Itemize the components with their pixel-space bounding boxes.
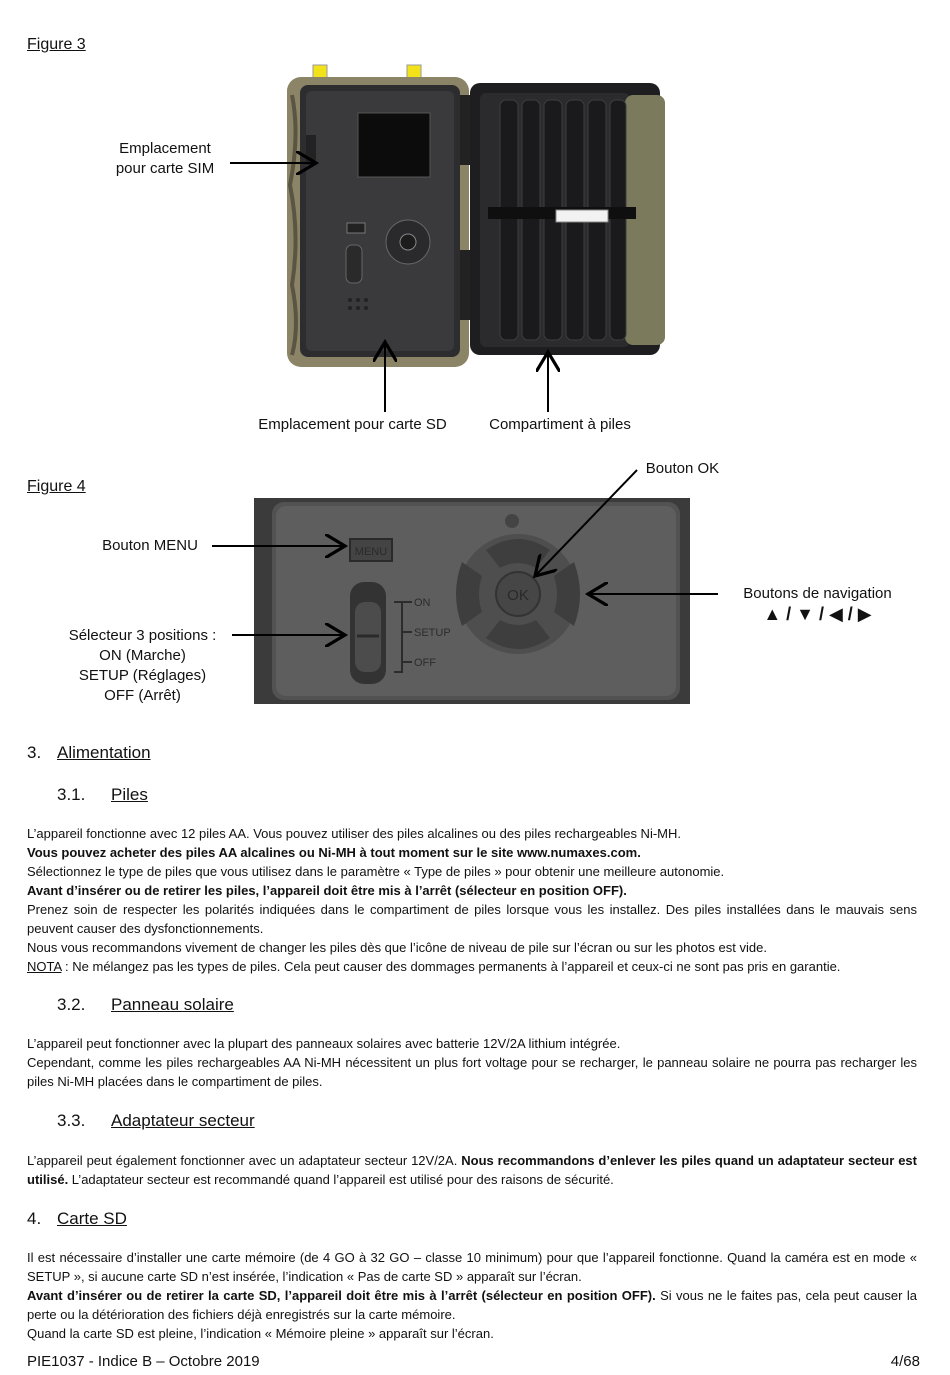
sim-slot-label-line1: Emplacement	[119, 140, 211, 157]
selector-label-line2: ON (Marche)	[99, 647, 186, 664]
panel-on-text: ON	[414, 597, 431, 609]
panel-setup-text: SETUP	[414, 627, 451, 639]
section33-body	[27, 1151, 917, 1189]
paragraph: Vous pouvez acheter des piles AA alcalines ou Ni-MH à tout moment sur le site www.numaxes.com.	[27, 845, 641, 860]
paragraph: L’appareil fonctionne avec 12 piles AA. Vous pouvez utiliser des piles alcalines ou des piles rechargeables Ni-MH.	[27, 826, 681, 841]
footer-left: PIE1037 - Indice B – Octobre 2019	[27, 1353, 260, 1370]
figure3-arrows	[0, 0, 950, 440]
paragraph: Avant d’insérer ou de retirer la carte SD, l’appareil doit être mis à l’arrêt (sélecteur en position OFF). Si vous ne le faites pas, cela peut causer la perte ou la détérioration des fichiers déjà enregistrés sur la carte mémoire.	[27, 1288, 917, 1322]
paragraph: Quand la carte SD est pleine, l’indication « Mémoire pleine » apparaît sur l’écran.	[27, 1326, 494, 1341]
nav-symbols: ▲ / ▼ / ◀ / ▶	[763, 604, 872, 624]
figure4-arrows	[0, 440, 950, 720]
paragraph: L’appareil peut fonctionner avec la plupart des panneaux solaires avec batterie 12V/2A lithium intégrée.	[27, 1036, 621, 1051]
selector-label-line4: OFF (Arrêt)	[104, 687, 181, 704]
section33-heading	[57, 1111, 255, 1131]
paragraph: Sélectionnez le type de piles que vous utilisez dans le paramètre « Type de piles » pour obtenir une meilleure autonomie.	[27, 864, 725, 879]
section32-heading	[57, 995, 234, 1015]
figure3-title: Figure 3	[27, 36, 86, 53]
sd-slot-label: Emplacement pour carte SD	[258, 416, 447, 433]
nota-paragraph	[27, 957, 917, 976]
paragraph: Nous vous recommandons vivement de changer les piles dès que l’icône de niveau de pile sur l’écran ou sur les photos est vide.	[27, 940, 767, 955]
selector-label-line3: SETUP (Réglages)	[78, 667, 207, 684]
section4-heading	[27, 1209, 127, 1229]
figure4-title: Figure 4	[27, 478, 86, 495]
section32-title: Panneau solaire	[111, 995, 234, 1014]
paragraph: Prenez soin de respecter les polarités indiquées dans le compartiment de piles lorsque vous les installez. Des piles installées dans le mauvais sens peuvent causer des dysfonctionnements.	[27, 902, 917, 936]
panel-off-text: OFF	[414, 657, 436, 669]
ok-button-label: Bouton OK	[645, 460, 720, 477]
section3-title: Alimentation	[57, 743, 151, 762]
nota-label: NOTA	[27, 959, 62, 974]
panel-ok-text: OK	[507, 587, 529, 604]
section4-title: Carte SD	[57, 1209, 127, 1228]
section31-title: Piles	[111, 785, 148, 804]
selector-label-line1: Sélecteur 3 positions :	[68, 627, 217, 644]
sim-slot-label-line2: pour carte SIM	[115, 160, 215, 177]
section32-body	[27, 1034, 917, 1091]
section32-number: 3.2.	[57, 995, 86, 1014]
panel-menu-text: MENU	[354, 546, 388, 558]
section4-body	[27, 1248, 917, 1343]
menu-button-label: Bouton MENU	[102, 537, 198, 554]
nota-text: : Ne mélangez pas les types de piles. Cela peut causer des dommages permanents à l’appareil et ceux-ci ne sont pas pris en garantie.	[61, 959, 841, 974]
paragraph: L’appareil peut également fonctionner avec un adaptateur secteur 12V/2A. Nous recommandons d’enlever les piles quand un adaptateur secteur est utilisé. L’adaptateur secteur est recommandé quand l’appareil est utilisé pour des raisons de sécurité.	[27, 1153, 917, 1187]
ok-arrow	[535, 470, 637, 576]
paragraph: Il est nécessaire d’installer une carte mémoire (de 4 GO à 32 GO – classe 10 minimum) pour que l’appareil fonctionne. Quand la caméra est en mode « SETUP », si aucune carte SD n’est insérée, l’indication « Pas de carte SD » apparaît sur l’écran.	[27, 1250, 917, 1284]
section31-body	[27, 824, 917, 976]
paragraph: Avant d’insérer ou de retirer les piles, l’appareil doit être mis à l’arrêt (sélecteur en position OFF).	[27, 883, 627, 898]
section3-heading	[27, 743, 151, 763]
battery-compartment-label: Compartiment à piles	[489, 416, 631, 433]
section4-number: 4.	[27, 1209, 42, 1228]
section33-number: 3.3.	[57, 1111, 86, 1130]
paragraph: Cependant, comme les piles rechargeables AA Ni-MH nécessitent un plus fort voltage pour se recharger, le panneau solaire ne pourra pas recharger les piles Ni-MH placées dans le compartiment de piles.	[27, 1055, 917, 1089]
footer-page-number: 4/68	[890, 1353, 920, 1370]
section33-title: Adaptateur secteur	[111, 1111, 255, 1130]
nav-buttons-label-text: Boutons de navigation	[743, 585, 892, 602]
section31-heading	[57, 785, 148, 805]
section31-number: 3.1.	[57, 785, 86, 804]
section3-number: 3.	[27, 743, 42, 762]
